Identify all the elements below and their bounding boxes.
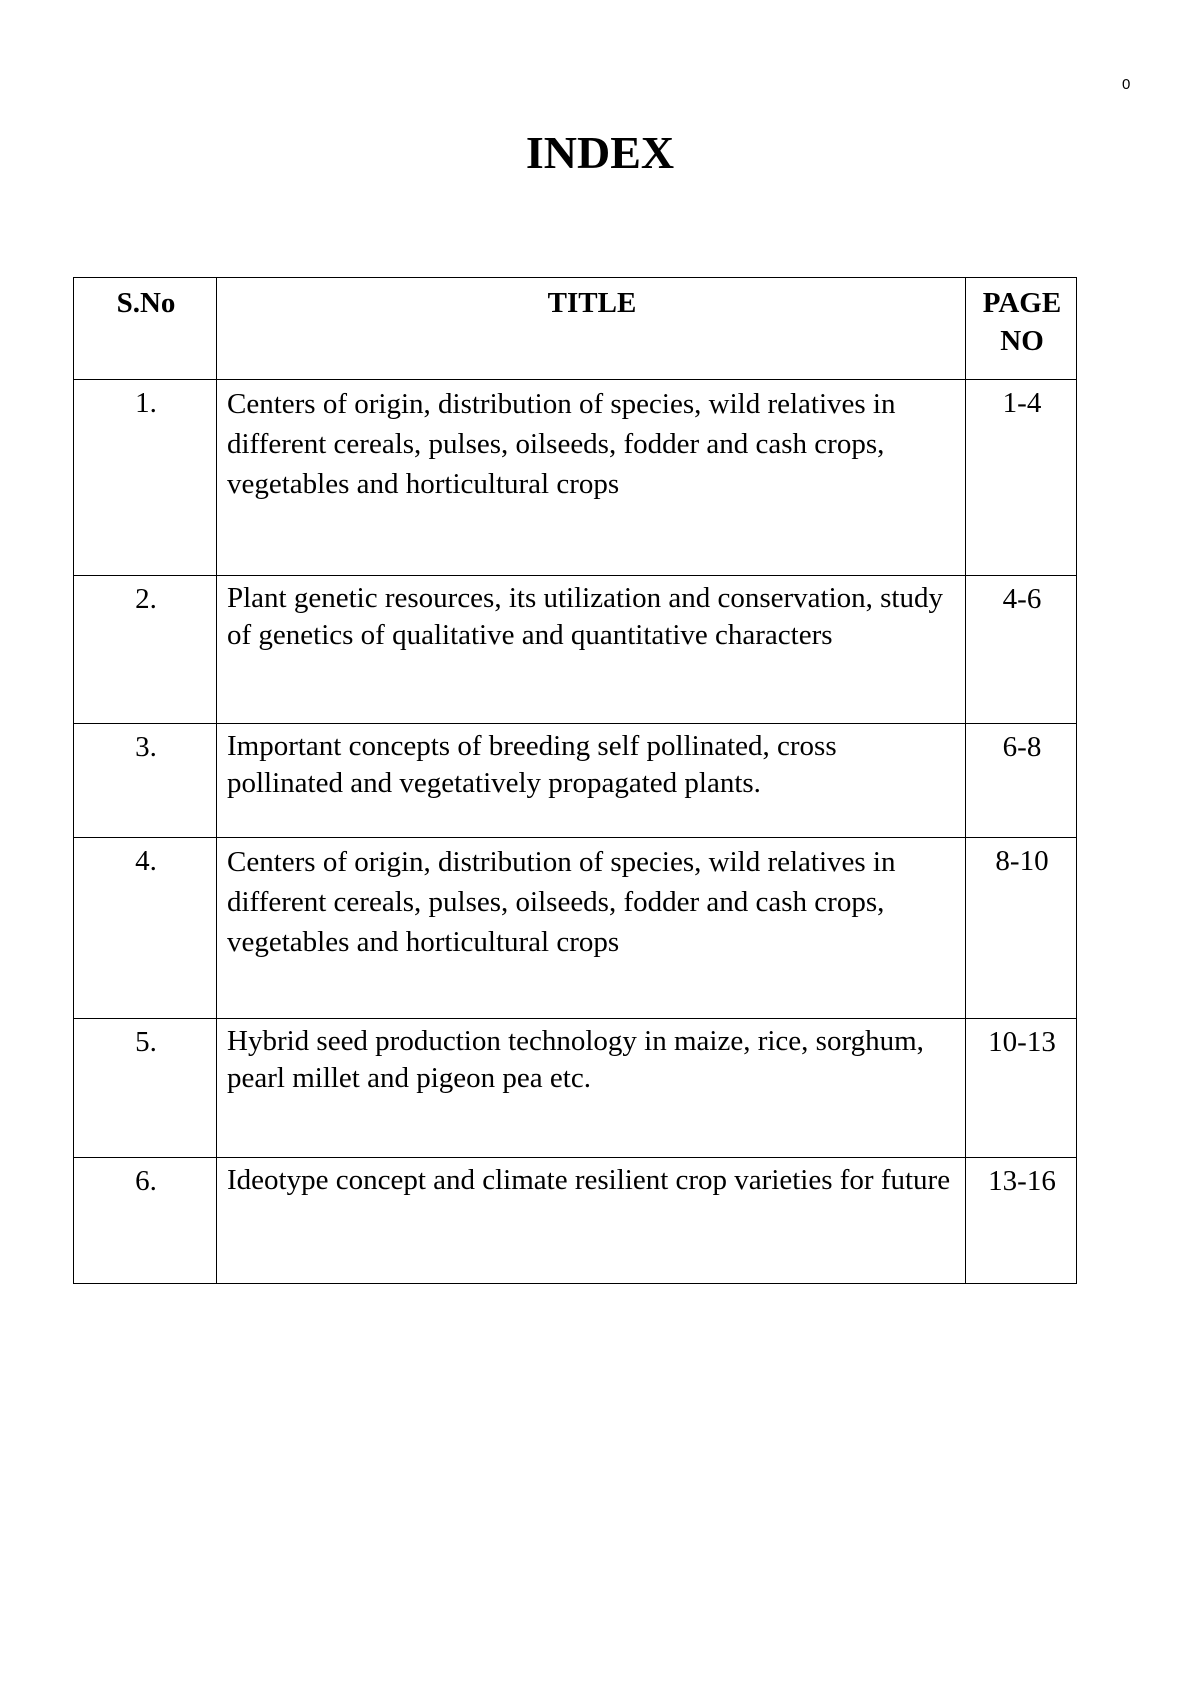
table-row	[74, 576, 1077, 724]
row-sno: 5.	[74, 1019, 217, 1158]
row-title: Hybrid seed production technology in maize, rice, sorghum, pearl millet and pigeon pea etc.	[217, 1019, 966, 1158]
table-row	[74, 838, 1077, 1019]
row-title: Ideotype concept and climate resilient crop varieties for future	[217, 1158, 966, 1284]
table-row	[74, 1158, 1077, 1284]
row-title: Centers of origin, distribution of species, wild relatives in different cereals, pulses, oilseeds, fodder and cash crops, vegetables and horticultural crops	[217, 838, 966, 1019]
page-number: 0	[1122, 76, 1131, 93]
row-page: 4-6	[966, 576, 1077, 724]
row-page: 13-16	[966, 1158, 1077, 1284]
row-title: Plant genetic resources, its utilization and conservation, study of genetics of qualitative and quantitative characters	[217, 576, 966, 724]
header-page-no: PAGE NO	[966, 278, 1077, 380]
row-sno: 4.	[74, 838, 217, 1019]
row-page: 8-10	[966, 838, 1077, 1019]
page-title: INDEX	[525, 127, 675, 178]
index-table	[73, 277, 1077, 1284]
row-sno: 2.	[74, 576, 217, 724]
row-page: 6-8	[966, 724, 1077, 838]
row-title: Centers of origin, distribution of species, wild relatives in different cereals, pulses, oilseeds, fodder and cash crops, vegetables and horticultural crops	[217, 380, 966, 576]
table-row	[74, 724, 1077, 838]
row-page: 10-13	[966, 1019, 1077, 1158]
row-sno: 3.	[74, 724, 217, 838]
header-sno: S.No	[74, 278, 217, 380]
row-title: Important concepts of breeding self pollinated, cross pollinated and vegetatively propagated plants.	[217, 724, 966, 838]
table-header-row	[74, 278, 1077, 380]
row-sno: 1.	[74, 380, 217, 576]
header-title: TITLE	[217, 278, 966, 380]
row-sno: 6.	[74, 1158, 217, 1284]
row-page: 1-4	[966, 380, 1077, 576]
table-row	[74, 1019, 1077, 1158]
table-row	[74, 380, 1077, 576]
